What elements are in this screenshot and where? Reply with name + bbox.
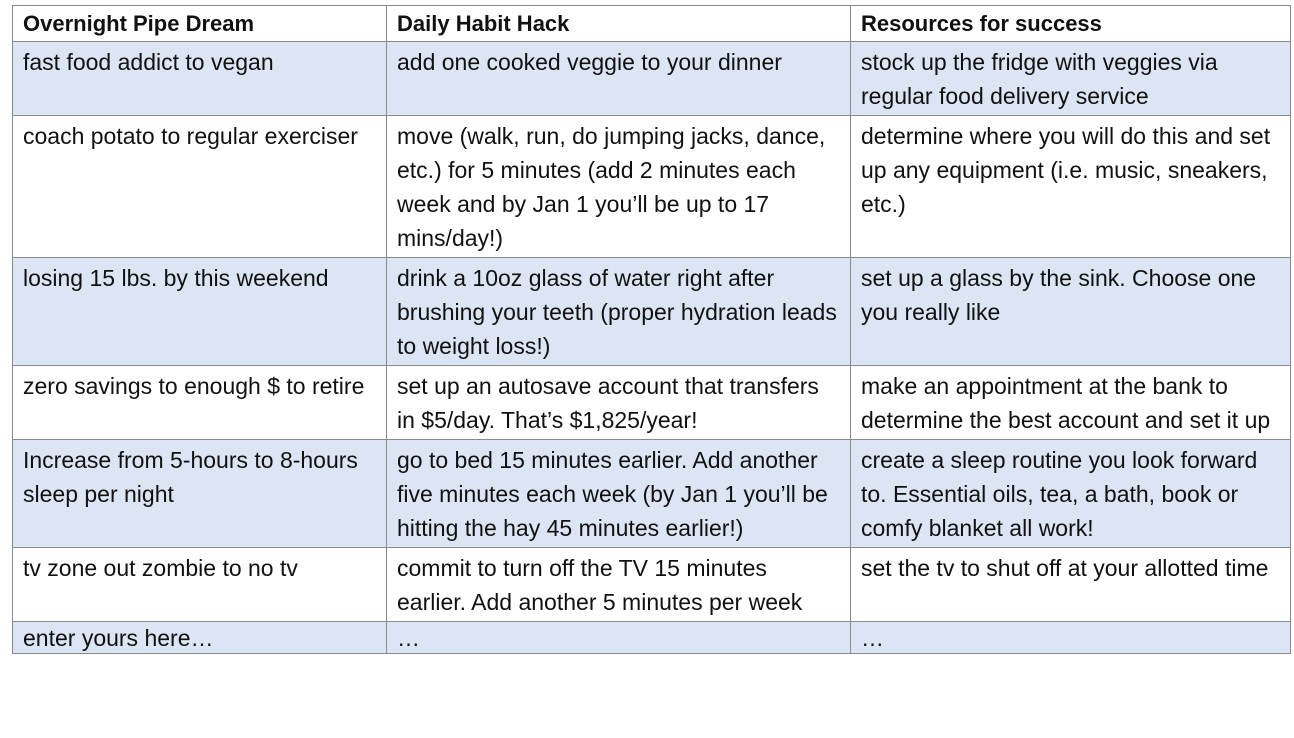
habit-hack-cell: add one cooked veggie to your dinner: [387, 42, 851, 116]
habit-table: [12, 5, 1291, 654]
resources-cell: set up a glass by the sink. Choose one you really like: [851, 258, 1291, 366]
table-row: [13, 258, 1291, 366]
table-row: [13, 622, 1291, 654]
pipe-dream-cell: fast food addict to vegan: [13, 42, 387, 116]
table-row: [13, 42, 1291, 116]
resources-cell: set the tv to shut off at your allotted time: [851, 548, 1291, 622]
habit-hack-cell: go to bed 15 minutes earlier. Add another five minutes each week (by Jan 1 you’ll be hitting the hay 45 minutes earlier!): [387, 440, 851, 548]
habit-hack-cell: …: [387, 622, 851, 654]
habit-hack-cell: move (walk, run, do jumping jacks, dance, etc.) for 5 minutes (add 2 minutes each week and by Jan 1 you’ll be up to 17 mins/day!): [387, 116, 851, 258]
pipe-dream-cell: losing 15 lbs. by this weekend: [13, 258, 387, 366]
pipe-dream-cell: tv zone out zombie to no tv: [13, 548, 387, 622]
pipe-dream-cell: zero savings to enough $ to retire: [13, 366, 387, 440]
resources-cell: …: [851, 622, 1291, 654]
table-row: [13, 366, 1291, 440]
habit-hack-cell: drink a 10oz glass of water right after brushing your teeth (proper hydration leads to weight loss!): [387, 258, 851, 366]
header-habit-hack: Daily Habit Hack: [387, 6, 851, 42]
pipe-dream-cell: enter yours here…: [13, 622, 387, 654]
pipe-dream-cell: Increase from 5-hours to 8-hours sleep per night: [13, 440, 387, 548]
resources-cell: determine where you will do this and set up any equipment (i.e. music, sneakers, etc.): [851, 116, 1291, 258]
pipe-dream-cell: coach potato to regular exerciser: [13, 116, 387, 258]
table-row: [13, 548, 1291, 622]
habit-hack-cell: commit to turn off the TV 15 minutes earlier. Add another 5 minutes per week: [387, 548, 851, 622]
resources-cell: stock up the fridge with veggies via regular food delivery service: [851, 42, 1291, 116]
table-row: [13, 440, 1291, 548]
resources-cell: create a sleep routine you look forward to. Essential oils, tea, a bath, book or comfy blanket all work!: [851, 440, 1291, 548]
header-pipe-dream: Overnight Pipe Dream: [13, 6, 387, 42]
habit-hack-cell: set up an autosave account that transfers in $5/day. That’s $1,825/year!: [387, 366, 851, 440]
header-row: [13, 6, 1291, 42]
header-resources: Resources for success: [851, 6, 1291, 42]
table-row: [13, 116, 1291, 258]
resources-cell: make an appointment at the bank to determine the best account and set it up: [851, 366, 1291, 440]
